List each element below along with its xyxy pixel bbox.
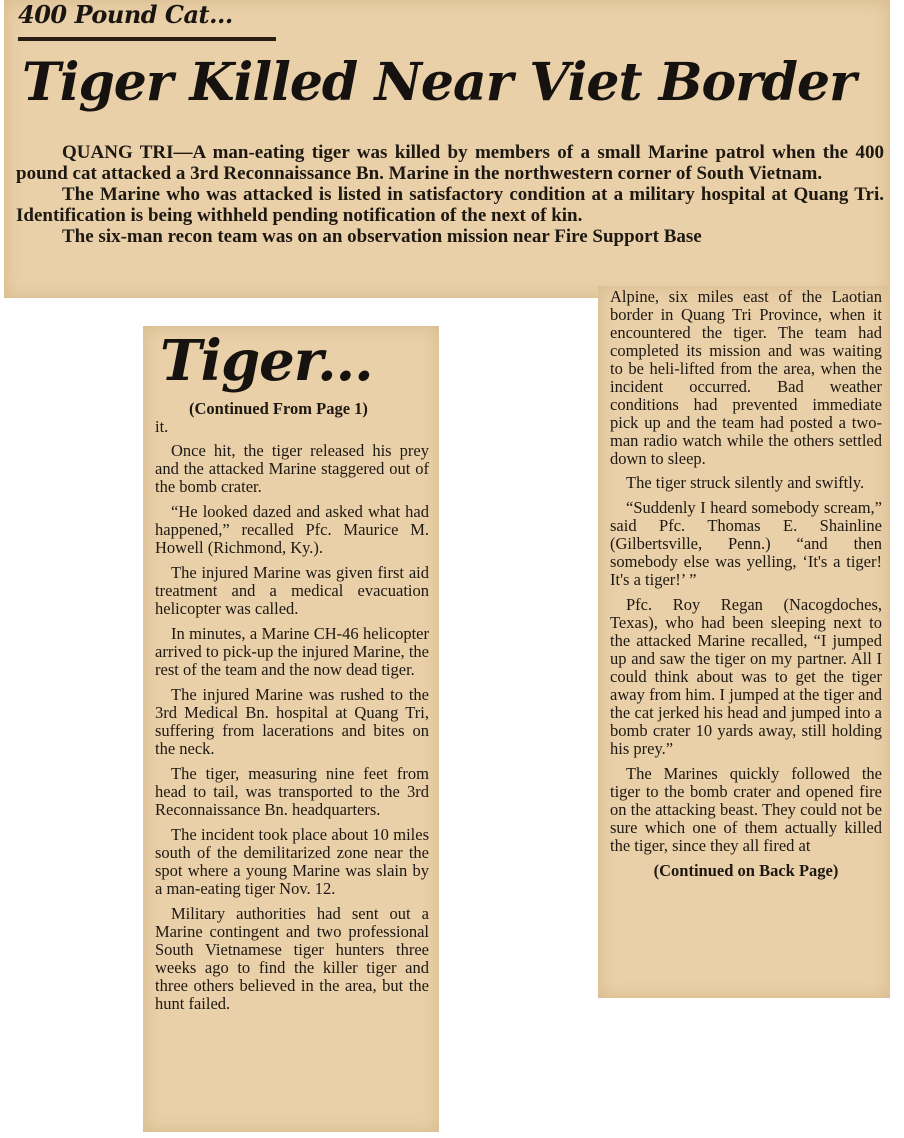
article-paragraph: Alpine, six miles east of the Laotian border in Quang Tri Province, when it encountered the tiger. The team had completed its mission and was waiting to be heli-lifted from the area, when the incident occurred. Bad weather conditions had prevented immediate pick up and the team had posted a two-man radio watch while the others settled down to sleep. (610, 287, 882, 468)
article-paragraph: “He looked dazed and asked what had happened,” recalled Pfc. Maurice M. Howell (Richmond, Ky.). (155, 502, 429, 557)
article-paragraph: “Suddenly I heard somebody scream,” said Pfc. Thomas E. Shainline (Gilbertsville, Penn.) “and then somebody else was yelling, ‘It's a tiger! It's a tiger!’ ” (610, 498, 882, 589)
lead-paragraph: The six-man recon team was on an observation mission near Fire Support Base (62, 226, 702, 247)
article-paragraph: The tiger, measuring nine feet from head to tail, was transported to the 3rd Reconnaissance Bn. headquarters. (155, 764, 429, 819)
article-paragraph: In minutes, a Marine CH-46 helicopter arrived to pick-up the injured Marine, the rest of the team and the now dead tiger. (155, 624, 429, 679)
article-paragraph: The injured Marine was rushed to the 3rd Medical Bn. hospital at Quang Tri, suffering from lacerations and bites on the neck. (155, 685, 429, 758)
left-column (155, 400, 429, 1020)
lead-paragraph: QUANG TRI—A man-eating tiger was killed by members of a small Marine patrol when the 400 pound cat attacked a 3rd Reconnaissance Bn. Marine in the northwestern corner of South Vietnam. (16, 142, 884, 184)
lead-paragraphs (16, 142, 884, 247)
article-paragraph: The tiger struck silently and swiftly. (626, 473, 865, 492)
kicker: 400 Pound Cat... (18, 0, 233, 29)
article-paragraph: Military authorities had sent out a Marine contingent and two professional South Vietnamese tiger hunters three weeks ago to find the killer tiger and three others believed in the area, but the hunt failed. (155, 904, 429, 1013)
article-paragraph: The Marines quickly followed the tiger to the bomb crater and opened fire on the attacking beast. They could not be sure which one of them actually killed the tiger, since they all fired at (610, 764, 882, 855)
article-paragraph: it. (155, 417, 169, 436)
lead-paragraph: The Marine who was attacked is listed in satisfactory condition at a military hospital at Quang Tri. Identification is being withheld pending notification of the next of kin. (16, 184, 884, 226)
article-paragraph: Pfc. Roy Regan (Nacogdoches, Texas), who had been sleeping next to the attacked Marine recalled, “I jumped up and saw the tiger on my partner. All I could think about was to get the tiger away from him. I jumped at the tiger and the cat jerked his head and jumped into a bomb crater 10 yards away, still holding his prey.” (610, 595, 882, 758)
headline: Tiger Killed Near Viet Border (22, 52, 856, 113)
article-paragraph: The injured Marine was given first aid treatment and a medical evacuation helicopter was called. (155, 563, 429, 618)
continuation-headline: Tiger... (160, 328, 373, 394)
continued-from-note: (Continued From Page 1) (189, 399, 368, 418)
article-paragraph: The incident took place about 10 miles south of the demilitarized zone near the spot where a young Marine was slain by a man-eating tiger Nov. 12. (155, 825, 429, 898)
continued-on-note: (Continued on Back Page) (653, 861, 839, 880)
article-paragraph: Once hit, the tiger released his prey and the attacked Marine staggered out of the bomb crater. (155, 441, 429, 496)
kicker-rule (18, 37, 276, 41)
right-column (610, 288, 882, 880)
